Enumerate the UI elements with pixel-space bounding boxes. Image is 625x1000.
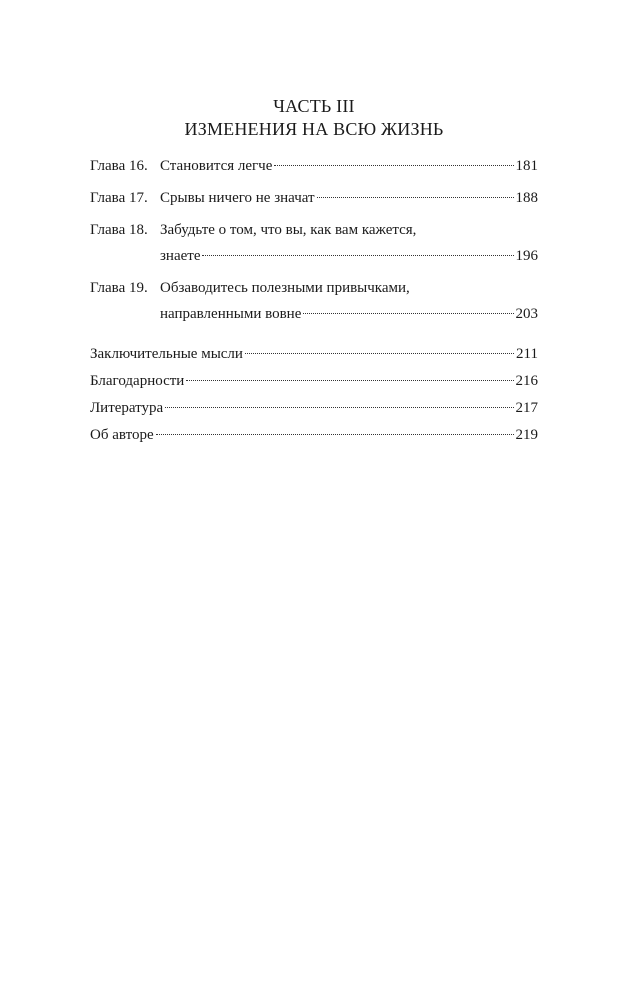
page-number: 217 [515, 400, 538, 416]
chapter-title-line-1: Обзаводитесь полезными привычками, [160, 280, 410, 296]
toc-entry-chapter-19 [90, 275, 538, 327]
dot-leader [156, 434, 514, 435]
toc-entry-chapter-17 [90, 185, 538, 211]
chapter-title: Срывы ничего не значат [160, 190, 315, 206]
chapter-label: Глава 17. [90, 190, 148, 206]
toc-entry-chapter-16 [90, 153, 538, 179]
page-number: 216 [515, 373, 538, 389]
page-number: 188 [515, 190, 538, 206]
back-matter-list [90, 341, 538, 448]
table-of-contents [90, 95, 538, 449]
dot-leader [303, 313, 513, 314]
chapter-label: Глава 18. [90, 222, 148, 238]
entry-title: Литература [90, 400, 164, 416]
toc-entry-bibliography [90, 395, 538, 421]
entry-title: Благодарности [90, 373, 185, 389]
toc-entry-about-author [90, 422, 538, 448]
dot-leader [165, 407, 513, 408]
dot-leader [202, 255, 513, 256]
page-number: 181 [515, 158, 538, 174]
part-heading [90, 95, 538, 141]
toc-entry-conclusion [90, 341, 538, 367]
page-number: 211 [516, 346, 538, 362]
dot-leader [245, 353, 514, 354]
chapter-list [90, 153, 538, 327]
toc-entry-acknowledgements [90, 368, 538, 394]
dot-leader [186, 380, 513, 381]
chapter-title-line-2: знаете [160, 248, 201, 264]
page-number: 196 [515, 248, 538, 264]
part-title: ИЗМЕНЕНИЯ НА ВСЮ ЖИЗНЬ [184, 119, 444, 139]
chapter-label: Глава 16. [90, 158, 148, 174]
dot-leader [274, 165, 513, 166]
chapter-title: Становится легче [160, 158, 273, 174]
entry-title: Об авторе [90, 427, 154, 443]
page-number: 203 [515, 306, 538, 322]
chapter-title-line-2: направленными вовне [160, 306, 302, 322]
chapter-title-line-1: Забудьте о том, что вы, как вам кажется, [160, 222, 417, 238]
entry-title: Заключительные мысли [90, 346, 243, 362]
part-number: ЧАСТЬ III [273, 96, 355, 116]
page-number: 219 [515, 427, 538, 443]
chapter-label: Глава 19. [90, 280, 148, 296]
toc-entry-chapter-18 [90, 217, 538, 269]
dot-leader [317, 197, 514, 198]
